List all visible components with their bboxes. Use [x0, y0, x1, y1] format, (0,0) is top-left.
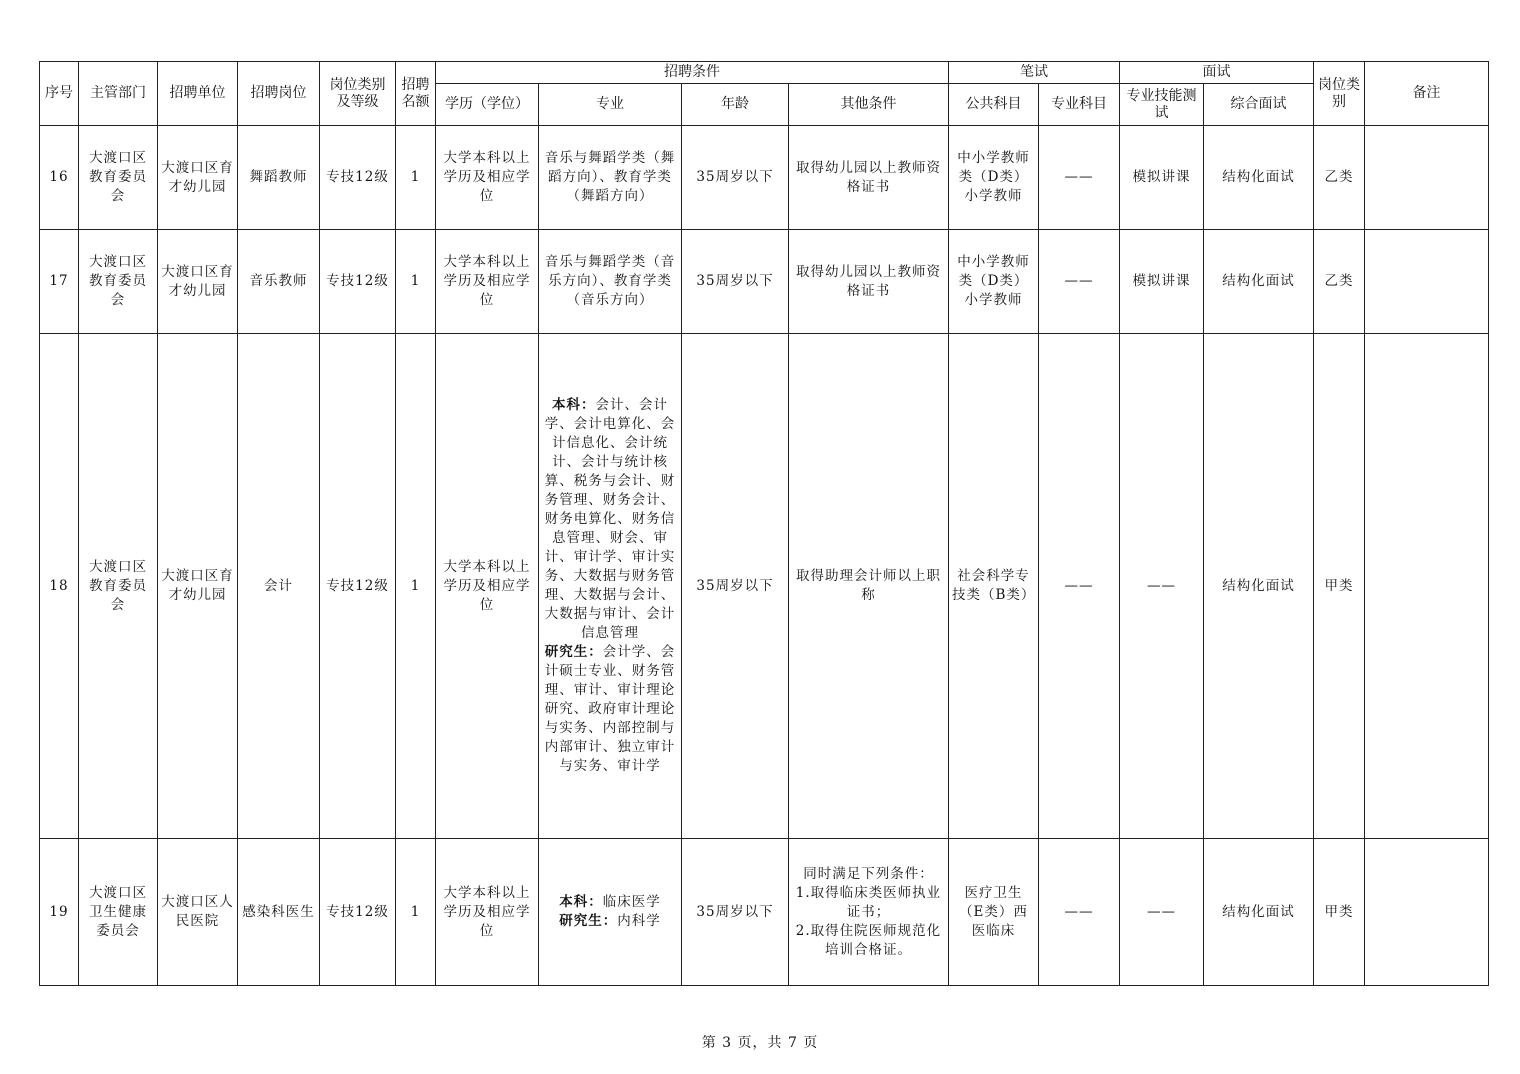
cell-remark: [1365, 839, 1489, 986]
cell-public-subject: 中小学教师类（D类）小学教师: [949, 230, 1039, 334]
cell-other: 取得幼儿园以上教师资格证书: [789, 126, 949, 230]
major-label-undergrad: 本科：: [559, 894, 603, 910]
cell-grade: 专技12级: [320, 334, 396, 839]
cell-skill-test: ——: [1120, 334, 1204, 839]
cell-post-type: 乙类: [1314, 126, 1365, 230]
cell-major: [539, 839, 682, 986]
cell-other: 取得助理会计师以上职称: [789, 334, 949, 839]
header-seq: 序号: [40, 62, 79, 126]
major-text-undergrad: 临床医学: [602, 894, 661, 910]
cell-post: 会计: [238, 334, 320, 839]
header-edu: 学历（学位）: [436, 84, 539, 126]
cell-seq: 16: [40, 126, 79, 230]
cell-major: 音乐与舞蹈学类（舞蹈方向）、教育学类（舞蹈方向）: [539, 126, 682, 230]
cell-dept: 大渡口区教育委员会: [79, 126, 158, 230]
cell-skill-test: ——: [1120, 839, 1204, 986]
cell-remark: [1365, 334, 1489, 839]
header-public-subject: 公共科目: [949, 84, 1039, 126]
cell-unit: 大渡口区人民医院: [158, 839, 238, 986]
cell-general-interview: 结构化面试: [1204, 126, 1314, 230]
cell-other: [789, 839, 949, 986]
cell-edu: 大学本科以上学历及相应学位: [436, 839, 539, 986]
header-remark: 备注: [1365, 62, 1489, 126]
cell-public-subject: 医疗卫生（E类）西医临床: [949, 839, 1039, 986]
cell-seq: 17: [40, 230, 79, 334]
cell-unit: 大渡口区育才幼儿园: [158, 334, 238, 839]
major-label-postgrad: 研究生：: [544, 644, 603, 660]
header-grade: 岗位类别及等级: [320, 62, 396, 126]
cell-quota: 1: [396, 334, 436, 839]
cell-age: 35周岁以下: [682, 126, 789, 230]
cell-skill-test: 模拟讲课: [1120, 230, 1204, 334]
cell-general-interview: 结构化面试: [1204, 839, 1314, 986]
cell-seq: 19: [40, 839, 79, 986]
cell-remark: [1365, 126, 1489, 230]
major-text-postgrad: 内科学: [617, 913, 661, 929]
table-row: [40, 839, 1489, 986]
cell-post-type: 乙类: [1314, 230, 1365, 334]
cell-post: 舞蹈教师: [238, 126, 320, 230]
table-row: [40, 334, 1489, 839]
major-text-postgrad: 会计学、会计硕士专业、财务管理、审计、审计理论研究、政府审计理论与实务、内部控制与内部审计、独立审计与实务、审计学: [544, 644, 676, 774]
other-item-2: 2.取得住院医师规范化培训合格证。: [795, 922, 942, 958]
cell-public-subject: 社会科学专技类（B类）: [949, 334, 1039, 839]
page-footer: 第 3 页，共 7 页: [701, 1035, 819, 1051]
cell-grade: 专技12级: [320, 839, 396, 986]
major-label-undergrad: 本科：: [552, 397, 596, 413]
cell-quota: 1: [396, 230, 436, 334]
header-quota: 招聘名额: [396, 62, 436, 126]
cell-grade: 专技12级: [320, 126, 396, 230]
header-row-1: [40, 62, 1489, 84]
cell-age: 35周岁以下: [682, 839, 789, 986]
cell-remark: [1365, 230, 1489, 334]
cell-quota: 1: [396, 839, 436, 986]
cell-post: 音乐教师: [238, 230, 320, 334]
cell-unit: 大渡口区育才幼儿园: [158, 230, 238, 334]
cell-unit: 大渡口区育才幼儿园: [158, 126, 238, 230]
cell-dept: 大渡口区教育委员会: [79, 334, 158, 839]
cell-prof-subject: ——: [1039, 230, 1120, 334]
header-written: 笔试: [949, 62, 1120, 84]
cell-edu: 大学本科以上学历及相应学位: [436, 334, 539, 839]
cell-general-interview: 结构化面试: [1204, 230, 1314, 334]
header-post: 招聘岗位: [238, 62, 320, 126]
header-major: 专业: [539, 84, 682, 126]
cell-general-interview: 结构化面试: [1204, 334, 1314, 839]
major-text-undergrad: 会计、会计学、会计电算化、会计信息化、会计统计、会计与统计核算、税务与会计、财务管理、财务会计、财务电算化、财务信息管理、财会、审计、审计学、审计实务、大数据与财务管理、大数据与会计、大数据与审计、会计信息管理: [544, 397, 676, 641]
recruitment-table: [39, 61, 1489, 986]
cell-skill-test: 模拟讲课: [1120, 126, 1204, 230]
cell-age: 35周岁以下: [682, 230, 789, 334]
major-label-postgrad: 研究生：: [559, 913, 618, 929]
header-post-type: 岗位类别: [1314, 62, 1365, 126]
header-general-interview: 综合面试: [1204, 84, 1314, 126]
header-prof-subject: 专业科目: [1039, 84, 1120, 126]
table-row: [40, 230, 1489, 334]
cell-quota: 1: [396, 126, 436, 230]
cell-grade: 专技12级: [320, 230, 396, 334]
header-dept: 主管部门: [79, 62, 158, 126]
cell-post: 感染科医生: [238, 839, 320, 986]
cell-post-type: 甲类: [1314, 839, 1365, 986]
cell-dept: 大渡口区教育委员会: [79, 230, 158, 334]
header-other: 其他条件: [789, 84, 949, 126]
table-row: [40, 126, 1489, 230]
cell-prof-subject: ——: [1039, 126, 1120, 230]
cell-age: 35周岁以下: [682, 334, 789, 839]
cell-edu: 大学本科以上学历及相应学位: [436, 230, 539, 334]
cell-dept: 大渡口区卫生健康委员会: [79, 839, 158, 986]
other-item-1: 1.取得临床类医师执业证书；: [795, 884, 942, 920]
header-conditions: 招聘条件: [436, 62, 949, 84]
header-skill-test: 专业技能测试: [1120, 84, 1204, 126]
cell-public-subject: 中小学教师类（D类）小学教师: [949, 126, 1039, 230]
cell-prof-subject: ——: [1039, 839, 1120, 986]
cell-other: 取得幼儿园以上教师资格证书: [789, 230, 949, 334]
cell-major: [539, 334, 682, 839]
cell-edu: 大学本科以上学历及相应学位: [436, 126, 539, 230]
header-interview: 面试: [1120, 62, 1314, 84]
header-unit: 招聘单位: [158, 62, 238, 126]
header-age: 年龄: [682, 84, 789, 126]
cell-seq: 18: [40, 334, 79, 839]
cell-major: 音乐与舞蹈学类（音乐方向）、教育学类（音乐方向）: [539, 230, 682, 334]
cell-prof-subject: ——: [1039, 334, 1120, 839]
cell-post-type: 甲类: [1314, 334, 1365, 839]
other-lead: 同时满足下列条件：: [803, 865, 934, 882]
